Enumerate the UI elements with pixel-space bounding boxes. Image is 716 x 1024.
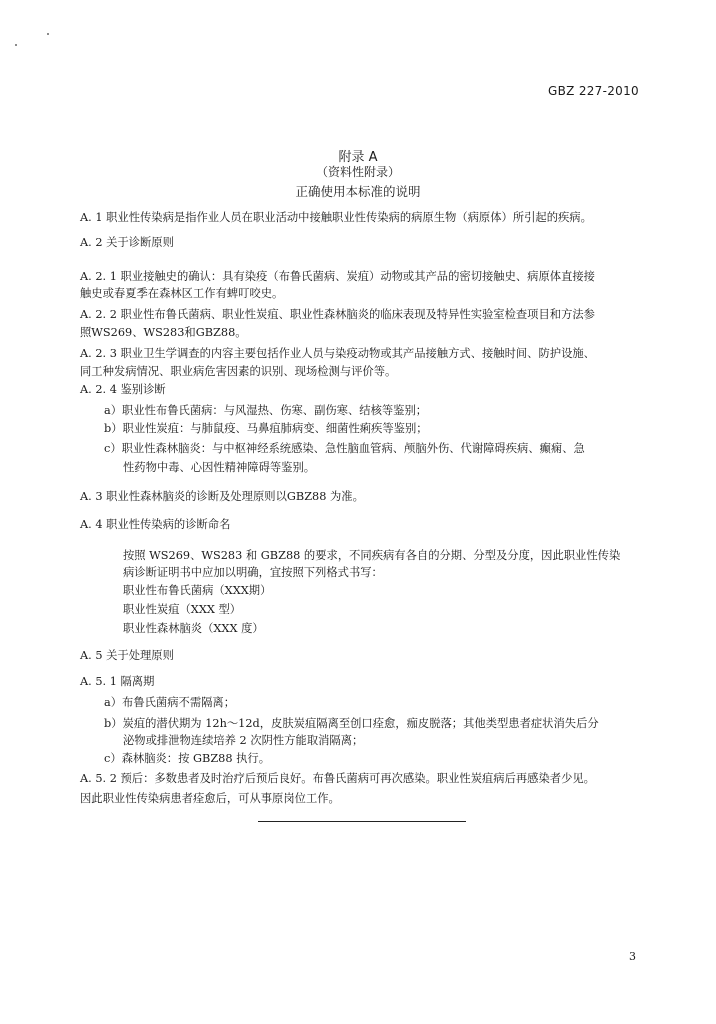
scan-speck	[15, 44, 17, 46]
appendix-title: 正确使用本标准的说明	[295, 184, 421, 199]
appendix-label: 附录 A	[338, 150, 378, 165]
naming-example-1: 职业性布鲁氏菌病（XXX期）	[123, 584, 272, 597]
list-item-b: b）职业性炭疽：与肺鼠疫、马鼻疽肺病变、细菌性痢疾等鉴别；	[104, 422, 428, 435]
naming-example-2: 职业性炭疽（XXX 型）	[123, 603, 242, 616]
list-item-a: a）职业性布鲁氏菌病：与风湿热、伤寒、副伤寒、结核等鉴别；	[104, 404, 428, 417]
standard-number: GBZ 227-2010	[548, 84, 639, 98]
list-item-b: b）炭疽的潜伏期为 12h～12d，皮肤炭疽隔离至创口痊愈，痂皮脱落；其他类型患者症状消失后分	[104, 717, 599, 730]
text-line-a3: A. 3 职业性森林脑炎的诊断及处理原则以GBZ88 为准。	[80, 490, 364, 503]
text-line-a4-body-cont: 病诊断证明书中应加以明确，宜按照下列格式书写：	[123, 566, 383, 579]
list-item-c-cont: 性药物中毒、心因性精神障碍等鉴别。	[123, 461, 316, 474]
text-line-a23: A. 2. 3 职业卫生学调查的内容主要包括作业人员与染疫动物或其产品接触方式、接触时间、防护设施、	[80, 347, 595, 360]
text-line-a4-body: 按照 WS269、WS283 和 GBZ88 的要求，不同疾病有各自的分期、分型及分度，因此职业性传染	[123, 549, 621, 562]
section-heading-a2: A. 2 关于诊断原则	[80, 236, 174, 249]
text-line-a21-cont: 触史或春夏季在森林区工作有蜱叮咬史。	[80, 287, 284, 300]
list-item-c: c）职业性森林脑炎：与中枢神经系统感染、急性脑血管病、颅脑外伤、代谢障碍疾病、癫痫、急	[104, 442, 585, 455]
text-line-a52: A. 5. 2 预后：多数患者及时治疗后预后良好。布鲁氏菌病可再次感染。职业性炭疽病后再感染者少见。	[80, 772, 595, 785]
text-line-a22: A. 2. 2 职业性布鲁氏菌病、职业性炭疽、职业性森林脑炎的临床表现及特异性实验室检查项目和方法参	[80, 308, 595, 321]
section-heading-a5: A. 5 关于处理原则	[80, 649, 174, 662]
text-line-a22-cont: 照WS269、WS283和GBZ88。	[80, 326, 247, 339]
list-item-a: a）布鲁氏菌病不需隔离；	[104, 696, 236, 709]
section-heading-a51: A. 5. 1 隔离期	[80, 675, 155, 688]
section-heading-a24: A. 2. 4 鉴别诊断	[80, 383, 166, 396]
naming-example-3: 职业性森林脑炎（XXX 度）	[123, 622, 264, 635]
page-number: 3	[629, 950, 636, 963]
text-line-a23-cont: 同工种发病情况、职业病危害因素的识别、现场检测与评价等。	[80, 365, 397, 378]
section-heading-a4: A. 4 职业性传染病的诊断命名	[80, 518, 231, 531]
list-item-c: c）森林脑炎：按 GBZ88 执行。	[104, 752, 271, 765]
end-divider	[258, 821, 466, 822]
scan-speck	[47, 33, 49, 35]
text-line-a52-cont: 因此职业性传染病患者痊愈后，可从事原岗位工作。	[80, 792, 340, 805]
text-line-a1: A. 1 职业性传染病是指作业人员在职业活动中接触职业性传染病的病原生物（病原体）所引起的疾病。	[80, 211, 592, 224]
list-item-b-cont: 泌物或排泄物连续培养 2 次阴性方能取消隔离；	[123, 734, 364, 747]
text-line-a21: A. 2. 1 职业接触史的确认：具有染疫（布鲁氏菌病、炭疽）动物或其产品的密切接触史、病原体直接接	[80, 270, 595, 283]
appendix-type: （资料性附录）	[315, 165, 400, 179]
